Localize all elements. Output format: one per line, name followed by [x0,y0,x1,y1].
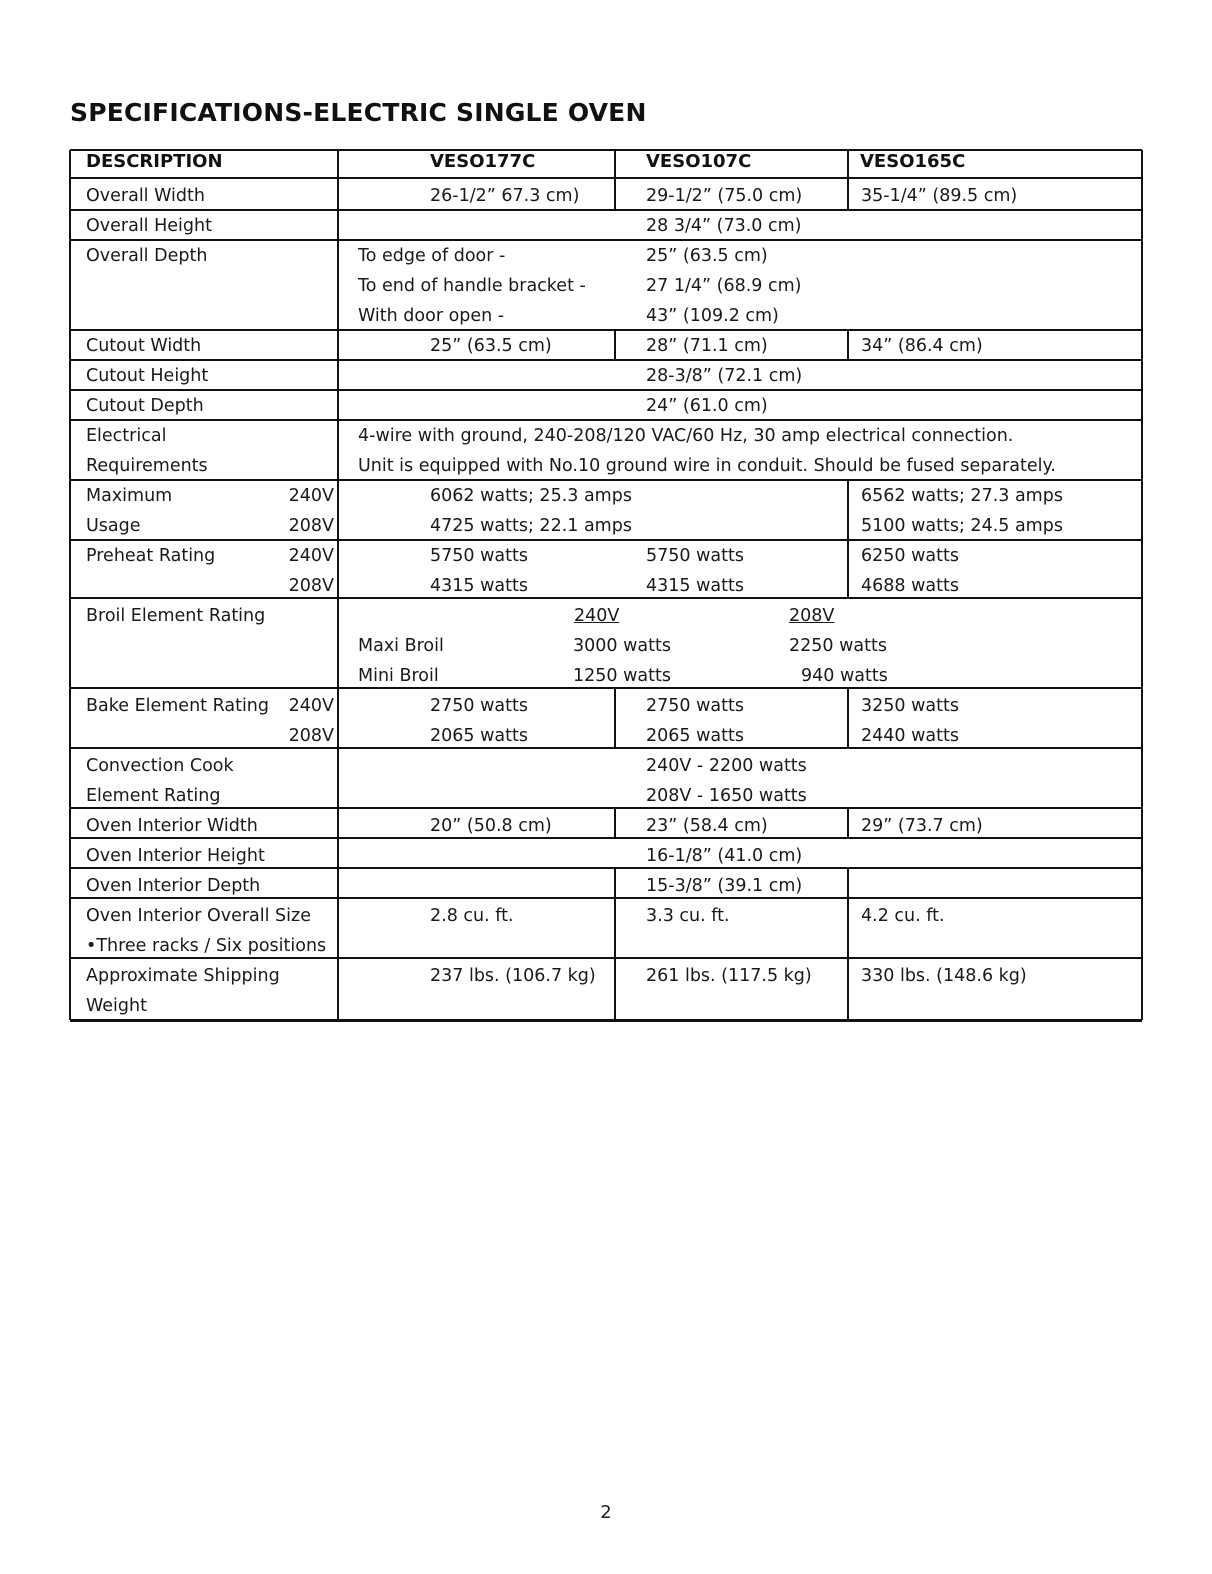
row-divider [70,209,1142,212]
cell-value: 4688 watts [861,576,959,596]
cell-value: 20” (50.8 cm) [430,816,552,836]
row-divider [70,687,1142,690]
cell-value: 6250 watts [861,546,959,566]
column-divider [847,868,849,1020]
row-label: Broil Element Rating [86,606,266,626]
cell-value: 2750 watts [430,696,528,716]
cell-value: 3250 watts [861,696,959,716]
cell-value: 237 lbs. (106.7 kg) [430,966,596,986]
column-divider [614,688,616,748]
row-label: Oven Interior Width [86,816,258,836]
cell-value: 2065 watts [646,726,744,746]
cell-value: 43” (109.2 cm) [646,306,779,326]
row-divider [70,359,1142,362]
row-divider [70,539,1142,542]
voltage-label: 240V [288,696,334,716]
column-divider [614,808,616,838]
cell-value: 2440 watts [861,726,959,746]
column-divider [847,330,849,360]
cell-value: 3.3 cu. ft. [646,906,730,926]
row-label: Cutout Depth [86,396,204,416]
cell-value: 4725 watts; 22.1 amps [430,516,632,536]
row-divider [70,149,1142,152]
cell-value: 34” (86.4 cm) [861,336,983,356]
row-label: Overall Height [86,216,212,236]
cell-value: 28” (71.1 cm) [646,336,768,356]
page-title: SPECIFICATIONS-ELECTRIC SINGLE OVEN [70,98,647,127]
cell-value: 26-1/2” 67.3 cm) [430,186,580,206]
row-divider [70,479,1142,482]
row-divider [70,1019,1142,1022]
row-label: Cutout Height [86,366,209,386]
cell-value: 4-wire with ground, 240-208/120 VAC/60 Hz, 30 amp electrical connection. [358,426,1014,446]
cell-value: 2.8 cu. ft. [430,906,514,926]
cell-value: 1250 watts [573,666,671,686]
row-divider [70,837,1142,840]
column-divider [69,150,72,1020]
voltage-label: 208V [288,576,334,596]
cell-value: 28-3/8” (72.1 cm) [646,366,803,386]
row-divider [70,807,1142,810]
row-divider [70,897,1142,900]
row-label: Electrical [86,426,167,446]
depth-sub-label: With door open - [358,306,505,326]
broil-sub-label: Maxi Broil [358,636,444,656]
row-divider [70,239,1142,242]
cell-value: 27 1/4” (68.9 cm) [646,276,802,296]
cell-value: 29” (73.7 cm) [861,816,983,836]
column-divider [847,808,849,838]
row-divider [70,419,1142,422]
column-divider [847,688,849,748]
cell-value: 330 lbs. (148.6 kg) [861,966,1027,986]
column-divider [614,150,616,210]
row-label: Approximate Shipping [86,966,280,986]
column-divider [1141,150,1144,1020]
row-label: Preheat Rating [86,546,216,566]
cell-value: 2065 watts [430,726,528,746]
voltage-label: 208V [288,726,334,746]
cell-value: 5750 watts [646,546,744,566]
row-label: Requirements [86,456,208,476]
column-divider [614,330,616,360]
cell-value: 208V - 1650 watts [646,786,807,806]
cell-value: 4.2 cu. ft. [861,906,945,926]
voltage-label: 240V [288,546,334,566]
row-label: Weight [86,996,147,1016]
column-divider [847,480,849,598]
row-divider [70,957,1142,960]
row-sub-label: •Three racks / Six positions [86,936,327,956]
row-divider [70,389,1142,392]
voltage-label: 208V [288,516,334,536]
broil-header-240: 240V [574,606,620,626]
broil-sub-label: Mini Broil [358,666,439,686]
header-model-veso165c: VESO165C [860,151,966,172]
row-label: Oven Interior Height [86,846,265,866]
row-label: Maximum [86,486,173,506]
cell-value: 16-1/8” (41.0 cm) [646,846,803,866]
cell-value: 29-1/2” (75.0 cm) [646,186,803,206]
header-model-veso177c: VESO177C [430,151,536,172]
cell-value: 4315 watts [646,576,744,596]
cell-value: 25” (63.5 cm) [646,246,768,266]
cell-value: Unit is equipped with No.10 ground wire in conduit. Should be fused separately. [358,456,1056,476]
column-divider [847,150,849,210]
cell-value: 2750 watts [646,696,744,716]
column-divider [337,150,340,1020]
cell-value: 3000 watts [573,636,671,656]
row-label: Bake Element Rating [86,696,270,716]
cell-value: 15-3/8” (39.1 cm) [646,876,803,896]
cell-value: 240V - 2200 watts [646,756,807,776]
page-number: 2 [600,1502,612,1523]
cell-value: 6562 watts; 27.3 amps [861,486,1063,506]
cell-value: 25” (63.5 cm) [430,336,552,356]
row-label: Convection Cook [86,756,234,776]
voltage-label: 240V [288,486,334,506]
row-divider [70,867,1142,870]
row-label: Usage [86,516,141,536]
row-label: Overall Width [86,186,205,206]
broil-header-208: 208V [789,606,835,626]
cell-value: 5100 watts; 24.5 amps [861,516,1063,536]
depth-sub-label: To edge of door - [358,246,506,266]
cell-value: 261 lbs. (117.5 kg) [646,966,812,986]
column-divider [614,868,616,1020]
cell-value: 24” (61.0 cm) [646,396,768,416]
row-divider [70,597,1142,600]
header-description: DESCRIPTION [86,151,223,172]
cell-value: 4315 watts [430,576,528,596]
cell-value: 940 watts [801,666,888,686]
row-label: Element Rating [86,786,221,806]
row-label: Oven Interior Depth [86,876,261,896]
cell-value: 6062 watts; 25.3 amps [430,486,632,506]
depth-sub-label: To end of handle bracket - [358,276,586,296]
row-divider [70,747,1142,750]
cell-value: 2250 watts [789,636,887,656]
row-label: Oven Interior Overall Size [86,906,311,926]
cell-value: 5750 watts [430,546,528,566]
row-divider [70,177,1142,180]
cell-value: 23” (58.4 cm) [646,816,768,836]
cell-value: 28 3/4” (73.0 cm) [646,216,802,236]
row-divider [70,329,1142,332]
header-model-veso107c: VESO107C [646,151,752,172]
row-label: Cutout Width [86,336,202,356]
row-label: Overall Depth [86,246,208,266]
cell-value: 35-1/4” (89.5 cm) [861,186,1018,206]
